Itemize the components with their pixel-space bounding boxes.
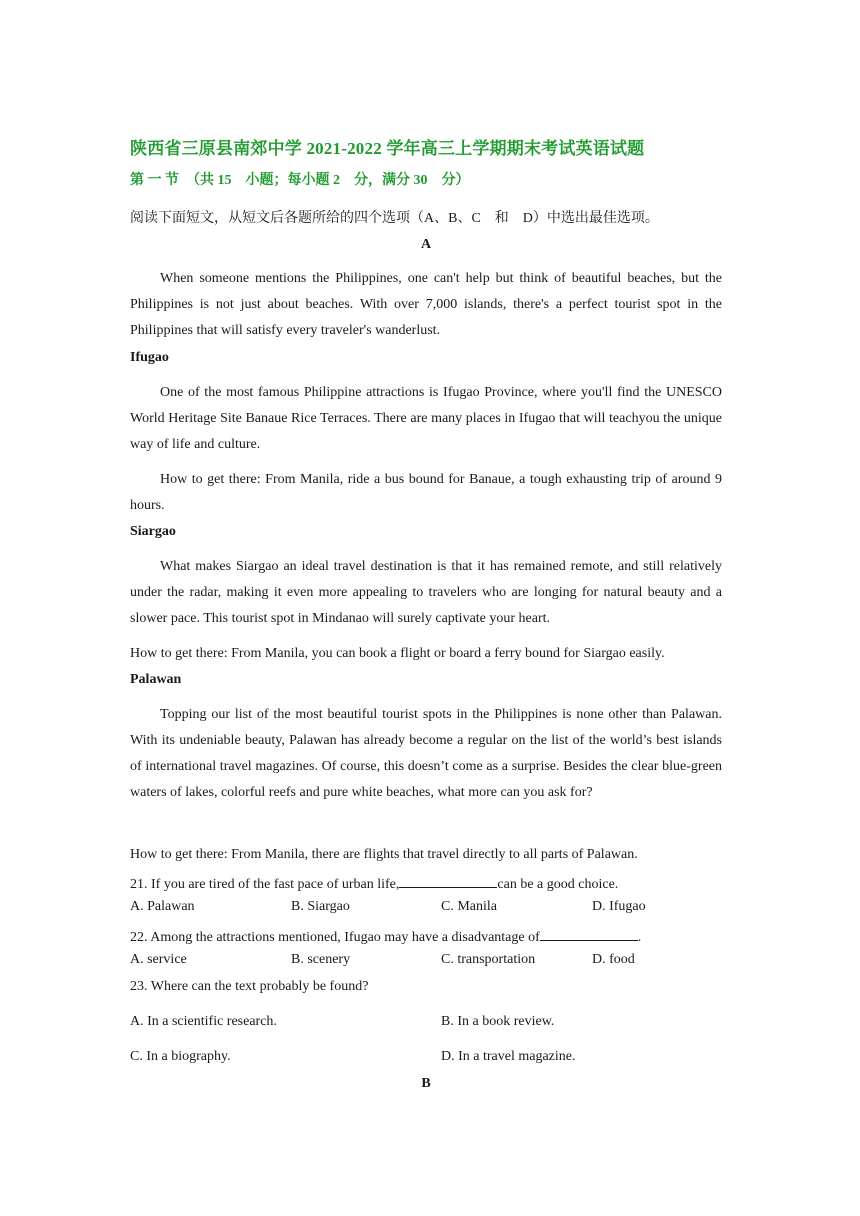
palawan-heading: Palawan	[130, 672, 182, 687]
palawan-body: Topping our list of the most beautiful tourist spots in the Philippines is none other than Palawan. With its undeniable beauty, Palawan has already become a regular on the list of the world’s best islands of international travel magazines. Of course, this doesn’t come as a surprise. Besides the clear blue-green waters of lakes, colorful reefs and pure white beaches, what more can you ask for?	[130, 707, 722, 800]
question-stem-text: can be a good choice.	[497, 877, 619, 892]
passage-a-intro: When someone mentions the Philippines, one can't help but think of beautiful beaches, but the Philippines is not just about beaches. With over 7,000 islands, there's a perfect tourist spot in the Philippines that will satisfy every traveler's wanderlust.	[130, 271, 722, 338]
answer-blank	[540, 926, 638, 941]
question-22-stem	[130, 926, 641, 946]
palawan-how-to-get-there: How to get there: From Manila, there are flights that travel directly to all parts of Palawan.	[130, 847, 638, 862]
question-23-option-a: A. In a scientific research.	[130, 1014, 277, 1029]
instruction-text: 阅读下面短文，从短文后各题所给的四个选项（A、B、C 和 D）中选出最佳选项。	[130, 211, 659, 226]
passage-b-label: B	[421, 1076, 431, 1091]
question-23-stem: 23. Where can the text probably be found?	[130, 979, 369, 994]
question-stem-text: .	[637, 930, 642, 945]
question-22-option-a: A. service	[130, 952, 187, 967]
ifugao-how-to-get-there: How to get there: From Manila, ride a bus bound for Banaue, a tough exhausting trip of around 9 hours.	[130, 472, 722, 513]
question-23-option-d: D. In a travel magazine.	[441, 1049, 576, 1064]
siargao-body: What makes Siargao an ideal travel destination is that it has remained remote, and still relatively under the radar, making it even more appealing to travelers who are longing for natural beauty and a slower pace. This tourist spot in Mindanao will surely captivate your heart.	[130, 559, 722, 626]
ifugao-heading: Ifugao	[130, 350, 169, 365]
question-22-option-d: D. food	[592, 952, 635, 967]
exam-title: 陕西省三原县南郊中学 2021-2022 学年高三上学期期末考试英语试题	[130, 139, 645, 158]
question-stem-text: 22. Among the attractions mentioned, Ifugao may have a disadvantage of	[130, 930, 540, 945]
question-23-option-c: C. In a biography.	[130, 1049, 231, 1064]
ifugao-body: One of the most famous Philippine attractions is Ifugao Province, where you'll find the UNESCO World Heritage Site Banaue Rice Terraces. There are many places in Ifugao that will teachyou the unique way of life and culture.	[130, 385, 722, 452]
question-21-stem	[130, 873, 618, 893]
question-23-option-b: B. In a book review.	[441, 1014, 555, 1029]
question-21-option-a: A. Palawan	[130, 899, 195, 914]
question-stem-text: 21. If you are tired of the fast pace of urban life,	[130, 877, 400, 892]
answer-blank	[399, 873, 497, 888]
siargao-how-to-get-there: How to get there: From Manila, you can book a flight or board a ferry bound for Siargao easily.	[130, 646, 665, 661]
question-22-option-b: B. scenery	[291, 952, 351, 967]
question-21-option-d: D. Ifugao	[592, 899, 646, 914]
question-22-option-c: C. transportation	[441, 952, 536, 967]
question-21-option-b: B. Siargao	[291, 899, 350, 914]
passage-a-label: A	[420, 237, 432, 252]
question-21-option-c: C. Manila	[441, 899, 497, 914]
siargao-heading: Siargao	[130, 524, 176, 539]
section-heading: 第 一 节 （共 15 小题；每小题 2 分，满分 30 分）	[130, 173, 470, 188]
